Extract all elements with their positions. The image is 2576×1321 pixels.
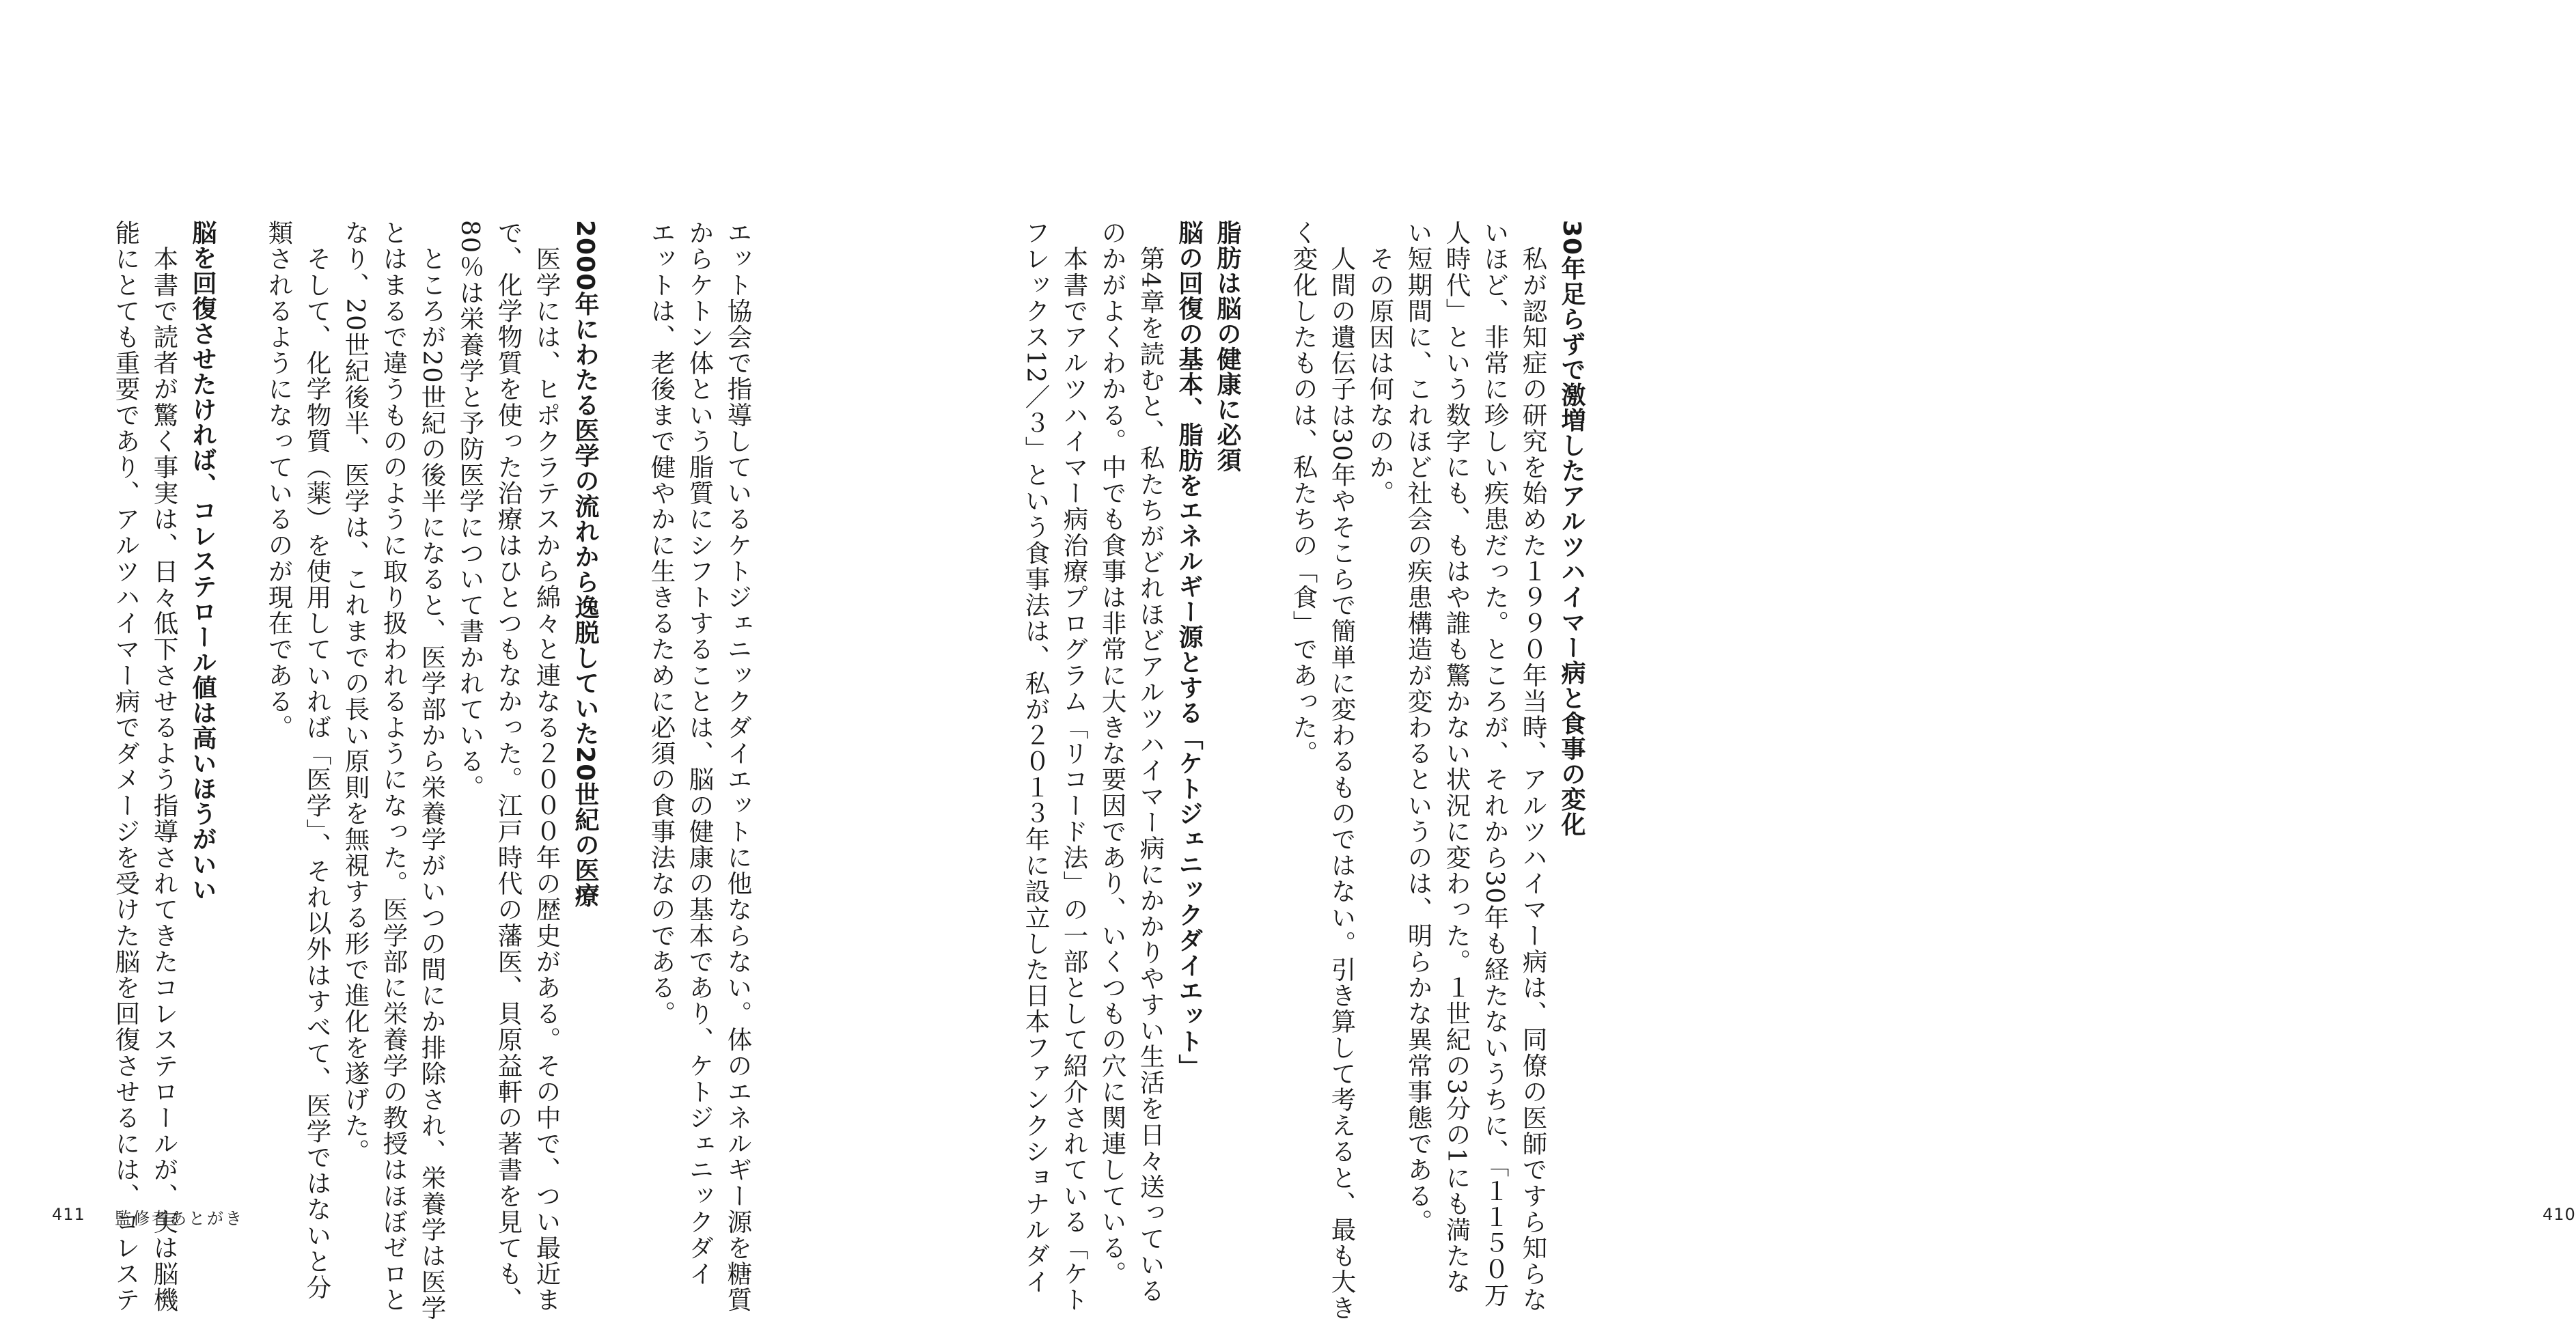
left-page — [0, 0, 874, 1321]
body-column: 類されるようになっているのが現在である。 — [264, 220, 294, 740]
body-column: 80％は栄養学と予防医学について書かれている。 — [456, 220, 485, 801]
section-heading: 30年足らずで激増したアルツハイマー病と食事の変化 — [1557, 220, 1585, 837]
body-column: 能にとても重要であり、アルツハイマー病でダメージを受けた脳を回復させるには、コレステ — [111, 220, 141, 1313]
page-number-right: 410 — [2543, 1205, 2576, 1224]
body-column: からケトン体という脂質にシフトすることは、脳の健康の基本であり、ケトジェニックダイ — [685, 220, 715, 1288]
running-head: 監修者あとがき — [115, 1209, 244, 1228]
body-column: 第4章を読むと、私たちがどれほどアルツハイマー病にかかりやすい生活を日々送っている — [1136, 220, 1165, 1304]
right-page — [874, 0, 2576, 1321]
body-column: で、化学物質を使った治療はひとつもなかった。江戸時代の藩医、貝原益軒の著書を見ても、 — [494, 220, 523, 1313]
body-column: そして、化学物質（薬）を使用していれば「医学」、それ以外はすべて、医学ではないと分 — [303, 220, 332, 1301]
section-heading: 2000年にわたる医学の流れから逸脱していた20世紀の医療 — [571, 220, 599, 908]
body-column: とはまるで違うもののように取り扱われるようになった。医学部に栄養学の教授はほぼゼロと — [379, 220, 408, 1313]
page-number-left: 411 — [52, 1205, 85, 1224]
body-column: エットは、老後まで健やかに生きるために必須の食事法なのである。 — [647, 220, 676, 1027]
section-heading: 脳を回復させたければ、コレステロール値は高いほうがいい — [189, 220, 217, 902]
body-column: 医学には、ヒポクラテスから綿々と連なる２０００年の歴史がある。その中で、つい最近ま — [532, 220, 562, 1313]
section-heading: 脳の回復の基本、脂肪をエネルギー源とする「ケトジェニックダイエット」 — [1175, 220, 1203, 1079]
body-column: のかがよくわかる。中でも食事は非常に大きな要因であり、いくつもの穴に関連している。 — [1098, 220, 1127, 1288]
body-column: 私が認知症の研究を始めた１９９０年当時、アルツハイマー病は、同僚の医師ですら知らな — [1519, 220, 1548, 1313]
right-page-text-block — [1016, 220, 1590, 1321]
section-heading: 脂肪は脳の健康に必須 — [1213, 220, 1241, 473]
body-column: フレックス12／３」という食事法は、私が２０１３年に設立した日本ファンクショナルダイ — [1021, 220, 1051, 1295]
body-column: 人間の遺伝子は30年やそこらで簡単に変わるものではない。引き算して考えると、最も大き — [1327, 220, 1357, 1321]
body-column: その原因は何なのか。 — [1366, 220, 1395, 507]
body-column: く変化したものは、私たちの「食」であった。 — [1289, 220, 1318, 767]
body-column: なり、20世紀後半、医学は、これまでの長い原則を無視する形で進化を遂げた。 — [341, 220, 370, 1165]
body-column: 人時代」という数字にも、もはや誰も驚かない状況に変わった。１世紀の3分の1にも満たな — [1442, 220, 1471, 1295]
body-column: 本書でアルツハイマー病治療プログラム「リコード法」の一部として紹介されている「ケト — [1060, 220, 1089, 1313]
body-column: いほど、非常に珍しい疾患だった。ところが、それから30年も経たないうちに、「１１５０万 — [1480, 220, 1510, 1309]
body-column: エット協会で指導しているケトジェニックダイエットに他ならない。体のエネルギー源を糖質 — [723, 220, 753, 1313]
body-column: ところが20世紀の後半になると、医学部から栄養学がいつの間にか排除され、栄養学は医学 — [417, 220, 447, 1321]
body-column: 本書で読者が驚く事実は、日々低下させるよう指導されてきたコレステロールが、実は脳機 — [150, 220, 179, 1313]
body-column: い短期間に、これほど社会の疾患構造が変わるというのは、明らかな異常事態である。 — [1404, 220, 1433, 1235]
